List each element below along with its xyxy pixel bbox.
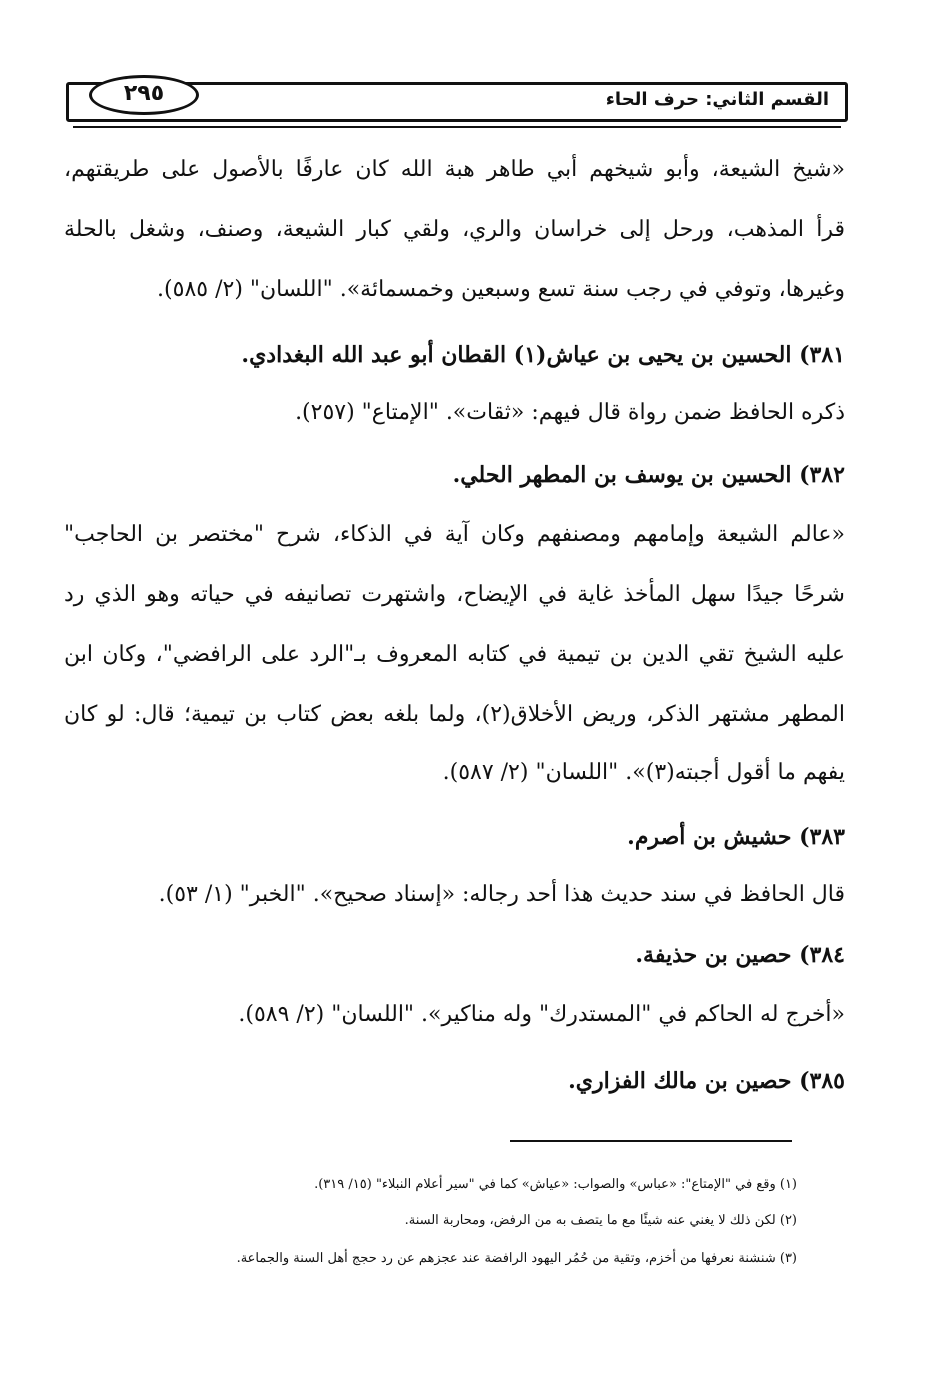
entry-heading-384: ٣٨٤) حصين بن حذيفة. (635, 942, 845, 968)
footnote-2: (٢) لكن ذلك لا يغني عنه شيئًا مع ما يتصف به من الرفض، ومحاربة السنة. (404, 1213, 797, 1228)
body-line-1: «شيخ الشيعة، وأبو شيخهم أبي طاهر هبة الله كان عارفًا بالأصول على طريقتهم، (64, 157, 845, 182)
body-line-5: ذكره الحافظ ضمن رواة قال فيهم: «ثقات». "الإمتاع" (٢٥٧). (295, 400, 845, 425)
body-line-3: وغيرها، وتوفي في رجب سنة تسع وسبعين وخمسمائة». "اللسان" (٢/ ٥٨٥). (157, 277, 845, 302)
entry-heading-385: ٣٨٥) حصين بن مالك الفزاري. (568, 1068, 845, 1094)
page-number: ٢٩٥ (89, 75, 199, 115)
body-line-13: قال الحافظ في سند حديث هذا أحد رجاله: «إسناد صحيح». "الخبر" (١/ ٥٣). (158, 882, 845, 907)
body-line-15: «أخرج له الحاكم في "المستدرك" وله مناكير». "اللسان" (٢/ ٥٨٩). (238, 1002, 845, 1027)
body-line-2: قرأ المذهب، ورحل إلى خراسان والري، ولقي كبار الشيعة، وصنف، وشغل بالحلة (64, 217, 845, 242)
footnote-3: (٣) شنشنة نعرفها من أخزم، وتقية من حُمُر اليهود الرافضة عند عجزهم عن رد حجج أهل السنة والجماعة. (236, 1251, 797, 1266)
section-title: القسم الثاني: حرف الحاء (605, 89, 829, 110)
body-line-10: المطهر مشتهر الذكر، وريض الأخلاق(٢)، ولما بلغه بعض كتاب بن تيمية؛ قال: لو كان (64, 702, 845, 727)
running-header (66, 82, 848, 122)
body-line-11: يفهم ما أقول أجبته(٣)». "اللسان" (٢/ ٥٨٧). (442, 760, 845, 785)
body-line-8: شرحًا جيدًا سهل المأخذ غاية في الإيضاح، واشتهرت تصانيفه في حياته وهو الذي رد (64, 582, 845, 607)
entry-heading-381: ٣٨١) الحسين بن يحيى بن عياش(١) القطان أبو عبد الله البغدادي. (241, 342, 845, 368)
entry-heading-382: ٣٨٢) الحسين بن يوسف بن المطهر الحلي. (452, 462, 845, 488)
footnote-separator (510, 1140, 792, 1142)
footnote-1: (١) وقع في "الإمتاع": «عباس» والصواب: «عياش» كما في "سير أعلام النبلاء" (١٥/ ٣١٩). (314, 1177, 797, 1192)
entry-heading-383: ٣٨٣) حشيش بن أصرم. (627, 824, 845, 850)
body-line-9: عليه الشيخ تقي الدين بن تيمية في كتابه المعروف بـ"الرد على الرافضي"، وكان ابن (64, 642, 845, 667)
body-line-7: «عالم الشيعة وإمامهم ومصنفهم وكان آية في الذكاء، شرح "مختصر بن الحاجب" (64, 522, 845, 547)
